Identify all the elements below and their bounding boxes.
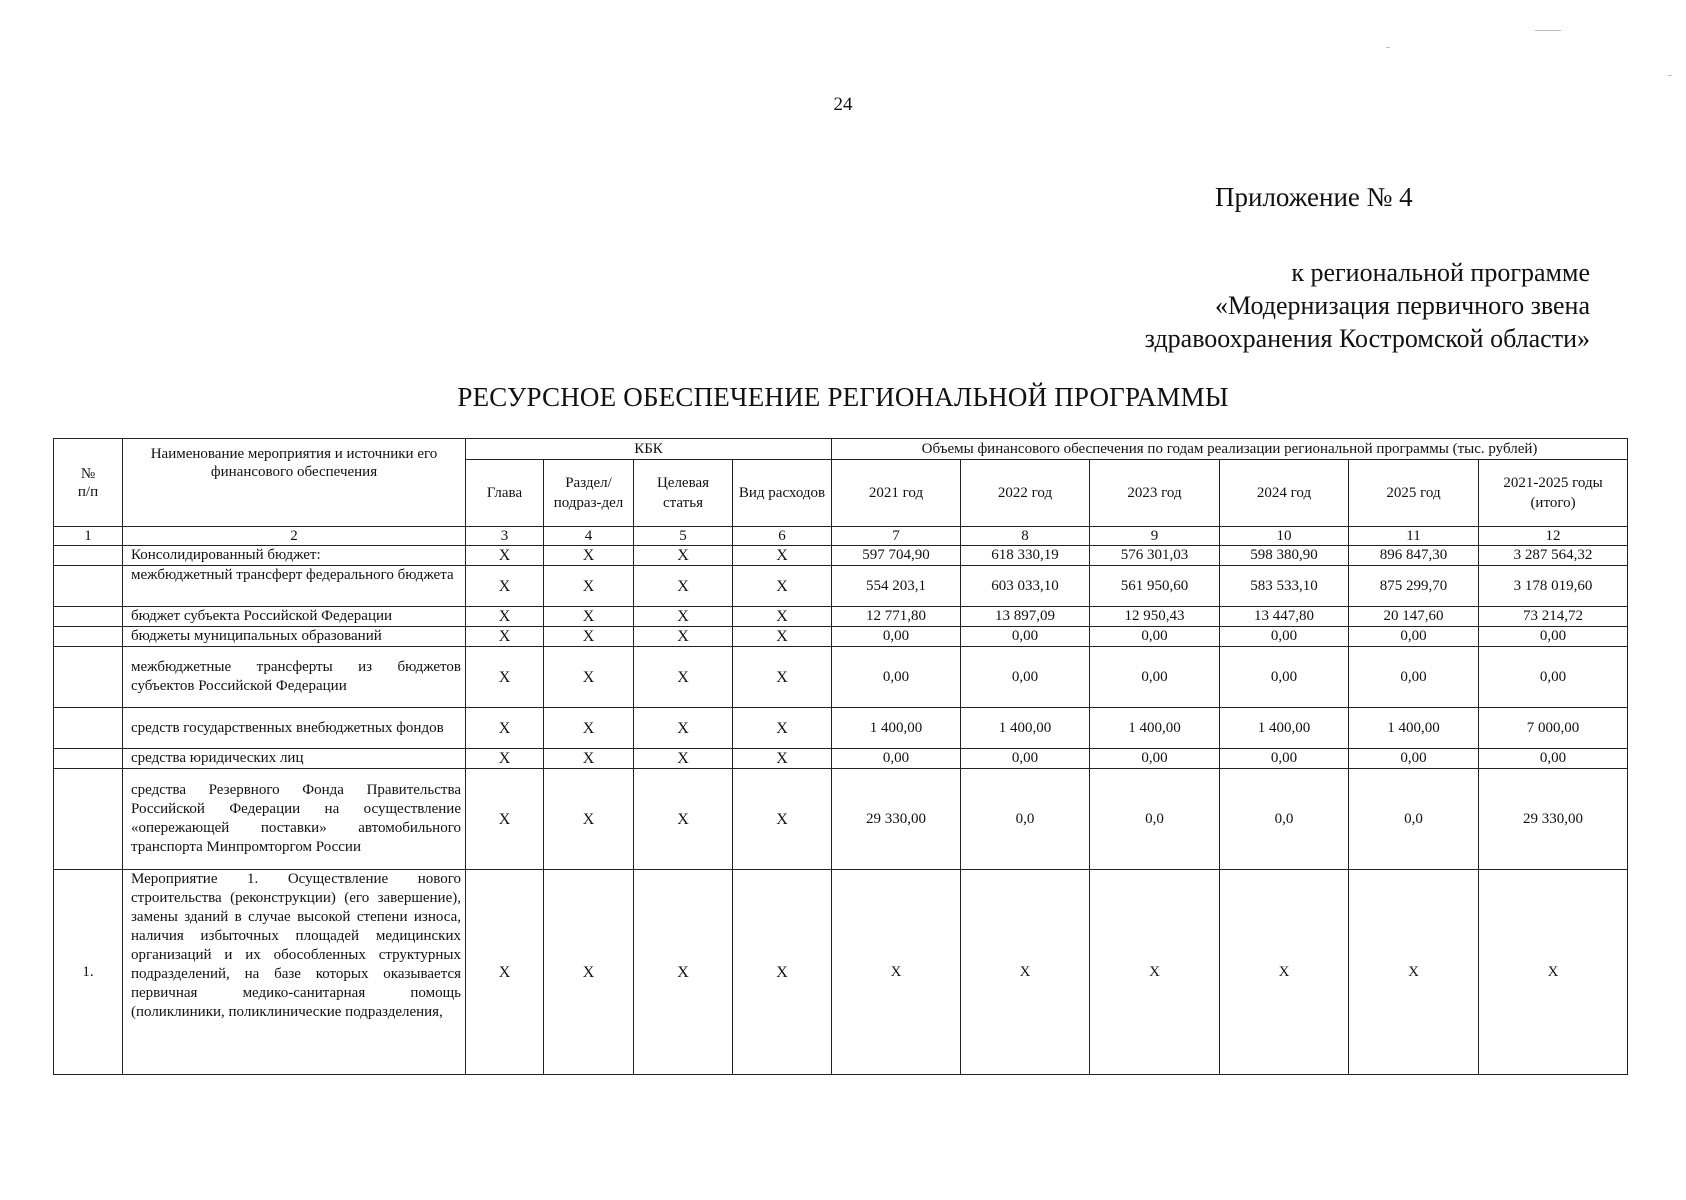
row-value-cell: 1 400,00 (1349, 708, 1479, 749)
row-number (54, 749, 123, 769)
row-number (54, 546, 123, 566)
row-kbk-cell: Х (733, 546, 832, 566)
header-celevaya-statya: Целевая статья (634, 460, 733, 527)
row-name: межбюджетные трансферты из бюджетов субъектов Российской Федерации (123, 647, 466, 708)
table-row (54, 647, 1628, 708)
header-name: Наименование мероприятия и источники его финансового обеспечения (123, 439, 466, 527)
row-name: Мероприятие 1. Осуществление нового строительства (реконструкции) (его завершение), замены зданий в случае высокой степени износа, наличия избыточных площадей медицинских организаций и их обособленных структурных подразделений, на базе которых оказывается первичная медико-санитарная помощь (поликлиники, поликлинические подразделения, (123, 870, 466, 1075)
row-value-cell: 896 847,30 (1349, 546, 1479, 566)
row-kbk-cell: Х (544, 546, 634, 566)
column-number: 2 (123, 527, 466, 546)
table-row (54, 870, 1628, 1075)
row-value-cell: 13 897,09 (961, 607, 1090, 627)
column-number: 12 (1479, 527, 1628, 546)
row-value-cell: 0,00 (1479, 627, 1628, 647)
row-value-cell: 29 330,00 (1479, 769, 1628, 870)
row-kbk-cell: Х (733, 870, 832, 1075)
row-value-cell: 554 203,1 (832, 566, 961, 607)
row-value-cell: 0,0 (961, 769, 1090, 870)
column-number: 8 (961, 527, 1090, 546)
row-number (54, 566, 123, 607)
row-name: Консолидированный бюджет: (123, 546, 466, 566)
column-numbers-row (54, 527, 1628, 546)
table-row (54, 708, 1628, 749)
row-value-cell: 0,00 (1479, 749, 1628, 769)
row-value-cell: 0,0 (1349, 769, 1479, 870)
table-row (54, 749, 1628, 769)
row-value-cell: 0,00 (1090, 627, 1220, 647)
row-name: средств государственных внебюджетных фондов (123, 708, 466, 749)
header-year-2023: 2023 год (1090, 460, 1220, 527)
column-number: 3 (466, 527, 544, 546)
row-value-cell: 1 400,00 (832, 708, 961, 749)
row-value-cell: Х (1479, 870, 1628, 1075)
row-value-cell: 0,00 (832, 749, 961, 769)
row-kbk-cell: Х (733, 647, 832, 708)
row-number (54, 607, 123, 627)
row-kbk-cell: Х (634, 627, 733, 647)
header-year-2024: 2024 год (1220, 460, 1349, 527)
page-number: 24 (833, 94, 853, 115)
scan-artifact (1386, 47, 1390, 48)
row-value-cell: 0,00 (1220, 647, 1349, 708)
row-kbk-cell: Х (466, 870, 544, 1075)
row-value-cell: 1 400,00 (1220, 708, 1349, 749)
column-number: 10 (1220, 527, 1349, 546)
header-razdel: Раздел/ подраз-дел (544, 460, 634, 527)
column-number: 9 (1090, 527, 1220, 546)
row-kbk-cell: Х (634, 749, 733, 769)
row-kbk-cell: Х (544, 627, 634, 647)
row-number: 1. (54, 870, 123, 1075)
row-value-cell: 0,00 (832, 627, 961, 647)
row-number (54, 647, 123, 708)
row-value-cell: 0,00 (1090, 749, 1220, 769)
row-name: бюджет субъекта Российской Федерации (123, 607, 466, 627)
row-kbk-cell: Х (634, 607, 733, 627)
row-value-cell: 0,00 (1220, 627, 1349, 647)
row-name: межбюджетный трансферт федерального бюджета (123, 566, 466, 607)
row-value-cell: 875 299,70 (1349, 566, 1479, 607)
row-value-cell: 12 950,43 (1090, 607, 1220, 627)
annex-title: Приложение № 4 (1215, 182, 1413, 212)
row-value-cell: 3 178 019,60 (1479, 566, 1628, 607)
row-kbk-cell: Х (466, 749, 544, 769)
column-number: 11 (1349, 527, 1479, 546)
annex-subtitle (1085, 256, 1590, 355)
row-value-cell: 561 950,60 (1090, 566, 1220, 607)
header-year-2025: 2025 год (1349, 460, 1479, 527)
header-year-2021: 2021 год (832, 460, 961, 527)
row-kbk-cell: Х (634, 708, 733, 749)
row-value-cell: Х (1090, 870, 1220, 1075)
row-value-cell: 583 533,10 (1220, 566, 1349, 607)
header-total: 2021-2025 годы (итого) (1479, 460, 1628, 527)
header-year-2022: 2022 год (961, 460, 1090, 527)
row-kbk-cell: Х (634, 566, 733, 607)
row-kbk-cell: Х (544, 607, 634, 627)
row-kbk-cell: Х (466, 566, 544, 607)
row-value-cell: 20 147,60 (1349, 607, 1479, 627)
row-value-cell: 598 380,90 (1220, 546, 1349, 566)
row-kbk-cell: Х (634, 870, 733, 1075)
table-row (54, 566, 1628, 607)
row-value-cell: 618 330,19 (961, 546, 1090, 566)
row-value-cell: Х (961, 870, 1090, 1075)
row-kbk-cell: Х (634, 546, 733, 566)
row-kbk-cell: Х (733, 566, 832, 607)
row-name: средства Резервного Фонда Правительства Российской Федерации на осуществление «опережающей поставки» автомобильного транспорта Минпромторгом России (123, 769, 466, 870)
row-value-cell: Х (1220, 870, 1349, 1075)
row-value-cell: 0,0 (1090, 769, 1220, 870)
table-row (54, 607, 1628, 627)
row-kbk-cell: Х (544, 769, 634, 870)
row-value-cell: 603 033,10 (961, 566, 1090, 607)
row-value-cell: Х (832, 870, 961, 1075)
annex-subtitle-line: «Модернизация первичного звена (1215, 291, 1590, 320)
header-glava: Глава (466, 460, 544, 527)
row-value-cell: 12 771,80 (832, 607, 961, 627)
row-value-cell: 29 330,00 (832, 769, 961, 870)
row-kbk-cell: Х (634, 769, 733, 870)
resource-table (53, 438, 1628, 1075)
row-value-cell: 1 400,00 (961, 708, 1090, 749)
row-value-cell: 0,00 (1090, 647, 1220, 708)
row-kbk-cell: Х (466, 647, 544, 708)
row-kbk-cell: Х (733, 708, 832, 749)
row-value-cell: 0,00 (1349, 647, 1479, 708)
table-row (54, 546, 1628, 566)
row-name: бюджеты муниципальных образований (123, 627, 466, 647)
column-number: 1 (54, 527, 123, 546)
row-value-cell: 0,00 (961, 749, 1090, 769)
row-value-cell: 597 704,90 (832, 546, 961, 566)
row-kbk-cell: Х (544, 647, 634, 708)
row-kbk-cell: Х (733, 627, 832, 647)
row-kbk-cell: Х (544, 749, 634, 769)
row-value-cell: 7 000,00 (1479, 708, 1628, 749)
row-value-cell: 13 447,80 (1220, 607, 1349, 627)
row-value-cell: 73 214,72 (1479, 607, 1628, 627)
row-value-cell: 0,00 (1349, 749, 1479, 769)
row-kbk-cell: Х (733, 769, 832, 870)
row-value-cell: Х (1349, 870, 1479, 1075)
row-kbk-cell: Х (733, 607, 832, 627)
annex-subtitle-line: к региональной программе (1291, 258, 1590, 287)
row-kbk-cell: Х (466, 546, 544, 566)
table-row (54, 627, 1628, 647)
column-number: 7 (832, 527, 961, 546)
column-number: 4 (544, 527, 634, 546)
header-kbk: КБК (466, 439, 832, 460)
row-value-cell: 1 400,00 (1090, 708, 1220, 749)
row-value-cell: 3 287 564,32 (1479, 546, 1628, 566)
row-kbk-cell: Х (634, 647, 733, 708)
row-value-cell: 576 301,03 (1090, 546, 1220, 566)
row-kbk-cell: Х (544, 708, 634, 749)
row-value-cell: 0,00 (832, 647, 961, 708)
row-number (54, 769, 123, 870)
header-vid-raskhodov: Вид расходов (733, 460, 832, 527)
annex-subtitle-line: здравоохранения Костромской области» (1144, 324, 1590, 353)
row-kbk-cell: Х (466, 627, 544, 647)
row-kbk-cell: Х (466, 769, 544, 870)
table-row (54, 769, 1628, 870)
row-value-cell: 0,00 (961, 647, 1090, 708)
row-name: средства юридических лиц (123, 749, 466, 769)
row-kbk-cell: Х (544, 566, 634, 607)
row-value-cell: 0,0 (1220, 769, 1349, 870)
row-kbk-cell: Х (466, 607, 544, 627)
row-value-cell: 0,00 (1479, 647, 1628, 708)
row-number (54, 627, 123, 647)
scan-artifact (1535, 30, 1561, 31)
row-kbk-cell: Х (733, 749, 832, 769)
scan-artifact (1668, 75, 1672, 76)
document-title: РЕСУРСНОЕ ОБЕСПЕЧЕНИЕ РЕГИОНАЛЬНОЙ ПРОГРАММЫ (457, 382, 1229, 412)
column-number: 6 (733, 527, 832, 546)
column-number: 5 (634, 527, 733, 546)
row-value-cell: 0,00 (1349, 627, 1479, 647)
row-value-cell: 0,00 (961, 627, 1090, 647)
row-value-cell: 0,00 (1220, 749, 1349, 769)
row-kbk-cell: Х (544, 870, 634, 1075)
header-volumes: Объемы финансового обеспечения по годам реализации региональной программы (тыс. рублей) (832, 439, 1628, 460)
row-number (54, 708, 123, 749)
header-num: № п/п (54, 439, 123, 527)
row-kbk-cell: Х (466, 708, 544, 749)
